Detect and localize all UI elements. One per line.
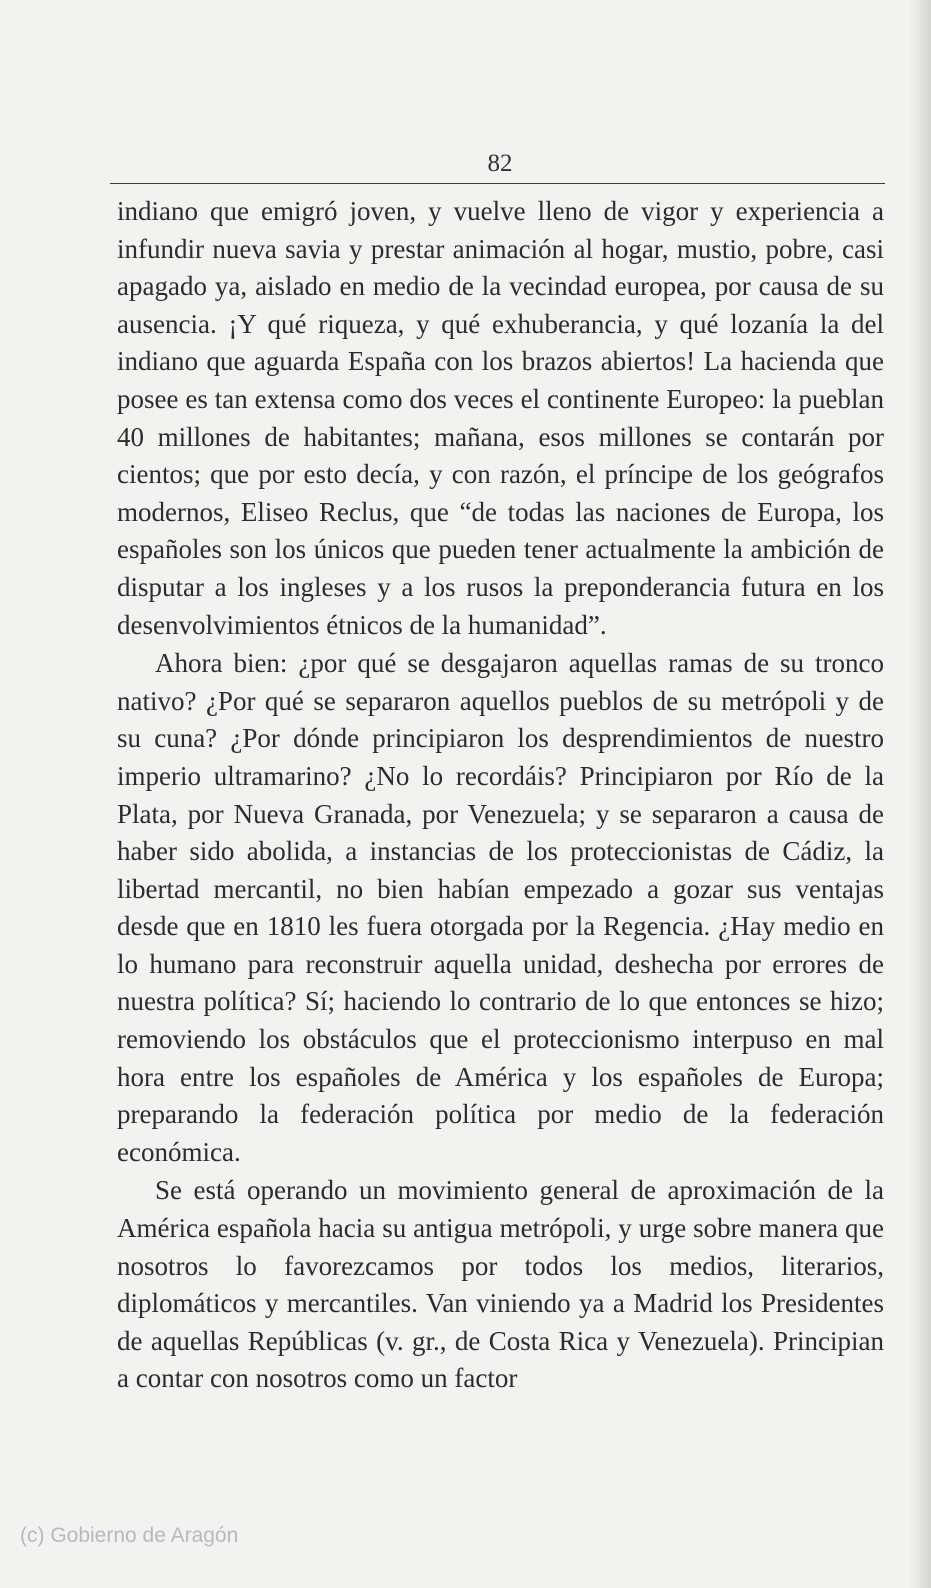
page-body: [117, 193, 884, 1398]
book-spine-shadow: [909, 0, 931, 1588]
page-number: 82: [487, 150, 513, 177]
paragraph-continued: indiano que emigró joven, y vuelve lleno de vigor y experiencia a infundir nueva savia y prestar animación al hogar, mustio, pobre, casi apagado ya, aislado en medio de la vecindad europea, por causa de su ausencia. ¡Y qué riqueza, y qué exhuberancia, y qué lozanía la del indiano que aguarda España con los brazos abiertos! La hacienda que posee es tan extensa como dos veces el continente Europeo: la pueblan 40 millones de habitantes; mañana, esos millones se contarán por cientos; que por esto decía, y con razón, el príncipe de los geógrafos modernos, Eliseo Reclus, que “de todas las naciones de Europa, los españoles son los únicos que pueden tener actualmente la ambición de disputar a los ingleses y a los rusos la preponderancia futura en los desenvolvimientos étnicos de la humanidad”.: [117, 196, 884, 640]
copyright-watermark: (c) Gobierno de Aragón: [20, 1524, 239, 1547]
header-rule: [110, 183, 885, 184]
paragraph-ahora-bien: Ahora bien: ¿por qué se desgajaron aquellas ramas de su tronco nativo? ¿Por qué se separaron aquellos pueblos de su metrópoli y de su cuna? ¿Por dónde principiaron los desprendimientos de nuestro imperio ultramarino? ¿No lo recordáis? Principiaron por Río de la Plata, por Nueva Granada, por Venezuela; y se separaron a causa de haber sido abolida, a instancias de los proteccionistas de Cádiz, la libertad mercantil, no bien habían empezado a gozar sus ventajas desde que en 1810 les fuera otorgada por la Regencia. ¿Hay medio en lo humano para reconstruir aquella unidad, deshecha por errores de nuestra política? Sí; haciendo lo contrario de lo que entonces se hizo; removiendo los obstáculos que el proteccionismo interpuso en mal hora entre los españoles de América y los españoles de Europa; preparando la federación política por medio de la federación económica.: [117, 648, 884, 1167]
paragraph-se-esta-operando: Se está operando un movimiento general de aproximación de la América española hacia su antigua metrópoli, y urge sobre manera que nosotros lo favorezcamos por todos los medios, literarios, diplomáticos y mercantiles. Van viniendo ya a Madrid los Presidentes de aquellas Repúblicas (v. gr., de Costa Rica y Venezuela). Principian a contar con nosotros como un factor: [117, 1175, 884, 1394]
